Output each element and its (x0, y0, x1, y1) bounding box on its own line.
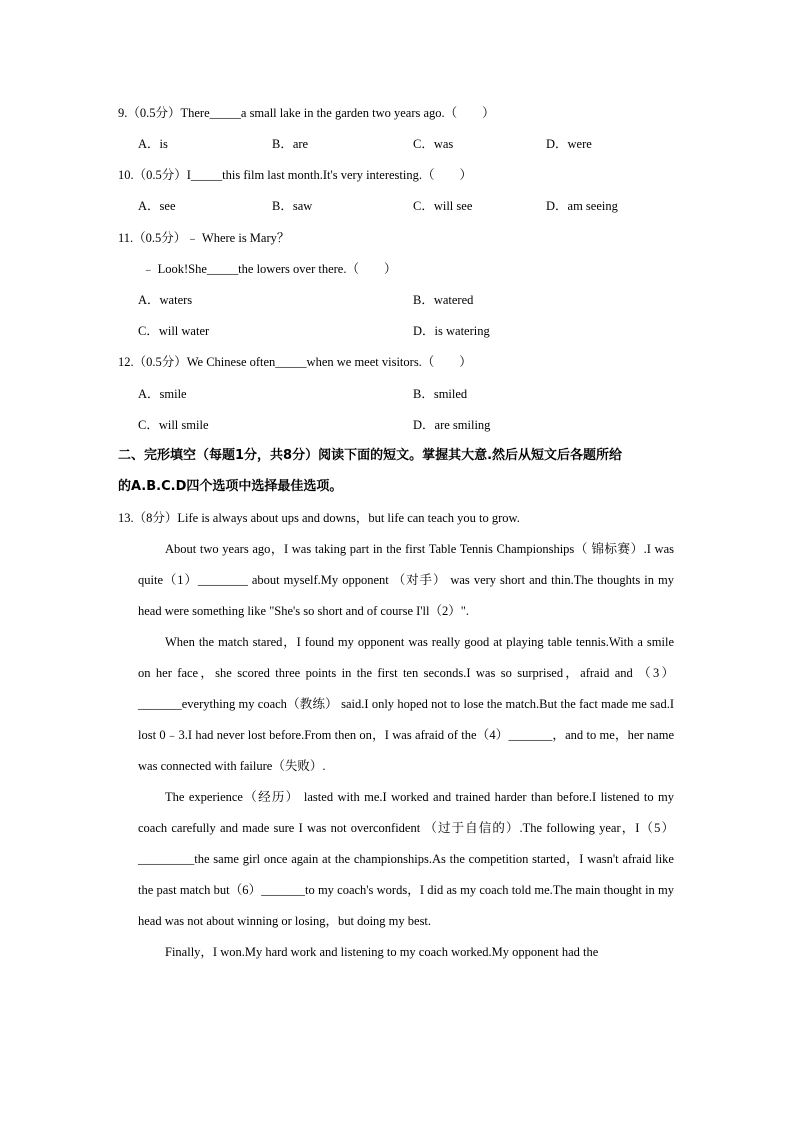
question-10-stem: 10.（0.5分）I_____this film last month.It's very interesting.（ ） (118, 168, 472, 182)
question-9-option-a[interactable]: A．is (138, 137, 168, 151)
passage-paragraph-3: The experience（经历） lasted with me.I worked and trained harder than before.I listened to my coach carefully and made sure I was not overconfident （过于自信的）.The following year，I（5）_________the same girl once again at the championships.As the competition started，I wasn't afraid like the past match but（6）_______to my coach's words，I did as my coach told me.The main thought in my head was not about winning or losing，but doing my best. (138, 790, 674, 928)
question-11-stem-reply: ﹣ Look!She_____the lowers over there.（ ） (142, 262, 397, 276)
question-11-option-b[interactable]: B．watered (413, 293, 474, 307)
question-10-option-a[interactable]: A．see (138, 199, 176, 213)
question-9-option-b[interactable]: B．are (272, 137, 309, 151)
question-12-option-a[interactable]: A．smile (138, 387, 187, 401)
question-12-option-c[interactable]: C．will smile (138, 418, 209, 432)
question-10-option-b[interactable]: B．saw (272, 199, 313, 213)
question-11-stem: 11.（0.5分）﹣ Where is Mary？ (118, 231, 290, 245)
question-10-option-d[interactable]: D．am seeing (546, 199, 618, 213)
question-10-option-c[interactable]: C．will see (413, 199, 473, 213)
passage-paragraph-4: Finally，I won.My hard work and listening to my coach worked.My opponent had the (165, 945, 599, 959)
question-12-stem: 12.（0.5分）We Chinese often_____when we meet visitors.（ ） (118, 355, 472, 369)
passage-paragraph-1: About two years ago，I was taking part in the first Table Tennis Championships（ 锦标赛）.I was quite（1）________ about myself.My opponent （对手） was very short and thin.The thoughts in my head were something like "She's so short and of course I'll（2）". (138, 542, 674, 618)
question-9-option-d[interactable]: D．were (546, 137, 592, 151)
question-13-stem: 13.（8分）Life is always about ups and downs，but life can teach you to grow. (118, 511, 520, 525)
question-9-stem: 9.（0.5分）There_____a small lake in the garden two years ago.（ ） (118, 106, 495, 120)
question-12-option-b[interactable]: B．smiled (413, 387, 468, 401)
question-11-option-d[interactable]: D．is watering (413, 324, 490, 338)
passage-paragraph-2: When the match stared，I found my opponent was really good at playing table tennis.With a smile on her face，she scored three points in the first ten seconds.I was so surprised，afraid and （3）_______everything my coach（教练） said.I only hoped not to lose the match.But the fact made me sad.I lost 0﹣3.I had never lost before.From then on，I was afraid of the（4）_______，and to me，her name was connected with failure（失败）. (138, 635, 674, 773)
section-2-heading-line-1: 二、完形填空（每题1分，共8分）阅读下面的短文。掌握其大意.然后从短文后各题所给 (118, 448, 623, 463)
question-9-option-c[interactable]: C．was (413, 137, 454, 151)
question-12-option-d[interactable]: D．are smiling (413, 418, 491, 432)
cloze-passage (138, 534, 674, 968)
question-11-option-c[interactable]: C．will water (138, 324, 210, 338)
section-2-heading-line-2: 的A.B.C.D四个选项中选择最佳选项。 (118, 479, 343, 494)
question-11-option-a[interactable]: A．waters (138, 293, 193, 307)
